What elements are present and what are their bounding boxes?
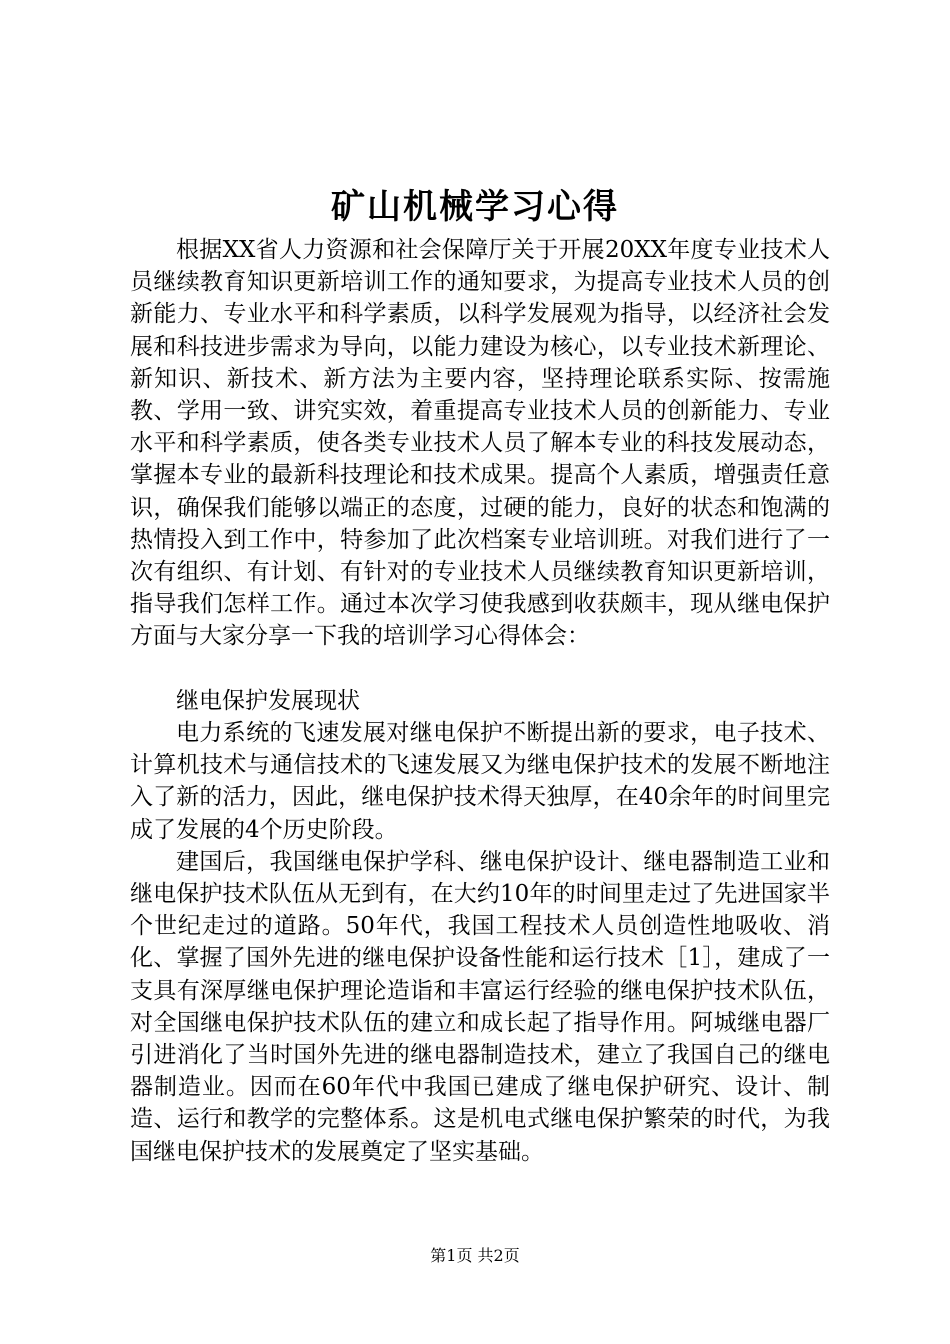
document-body	[130, 234, 830, 1168]
document-title: 矿山机械学习心得	[331, 187, 619, 227]
paragraph-intro: 根据XX省人力资源和社会保障厅关于开展20XX年度专业技术人员继续教育知识更新培训工作的通知要求，为提高专业技术人员的创新能力、专业水平和科学素质，以科学发展观为指导，以经济社会发展和科技进步需求为导向，以能力建设为核心，以专业技术新理论、新知识、新技术、新方法为主要内容，坚持理论联系实际、按需施教、学用一致、讲究实效，着重提高专业技术人员的创新能力、专业水平和科学素质，使各类专业技术人员了解本专业的科技发展动态，掌握本专业的最新科技理论和技术成果。提高个人素质，增强责任意识，确保我们能够以端正的态度，过硬的能力，良好的状态和饱满的热情投入到工作中，特参加了此次档案专业培训班。对我们进行了一次有组织、有计划、有针对的专业技术人员继续教育知识更新培训，指导我们怎样工作。通过本次学习使我感到收获颇丰，现从继电保护方面与大家分享一下我的培训学习心得体会：	[130, 237, 830, 650]
section-heading: 继电保护发展现状	[176, 687, 360, 714]
paragraph-spacer	[130, 653, 830, 685]
paragraph-history: 建国后，我国继电保护学科、继电保护设计、继电器制造工业和继电保护技术队伍从无到有，在大约10年的时间里走过了先进国家半个世纪走过的道路。50年代，我国工程技术人员创造性地吸收、消化、掌握了国外先进的继电保护设备性能和运行技术［1］，建成了一支具有深厚继电保护理论造诣和丰富运行经验的继电保护技术队伍，对全国继电保护技术队伍的建立和成长起了指导作用。阿城继电器厂引进消化了当时国外先进的继电器制造技术，建立了我国自己的继电器制造业。因而在60年代中我国已建成了继电保护研究、设计、制造、运行和教学的完整体系。这是机电式继电保护繁荣的时代，为我国继电保护技术的发展奠定了坚实基础。	[130, 848, 830, 1165]
page-footer: 第1页 共2页	[430, 1246, 520, 1265]
paragraph-development: 电力系统的飞速发展对继电保护不断提出新的要求，电子技术、计算机技术与通信技术的飞速发展又为继电保护技术的发展不断地注入了新的活力，因此，继电保护技术得天独厚，在40余年的时间里完成了发展的4个历史阶段。	[130, 720, 830, 843]
